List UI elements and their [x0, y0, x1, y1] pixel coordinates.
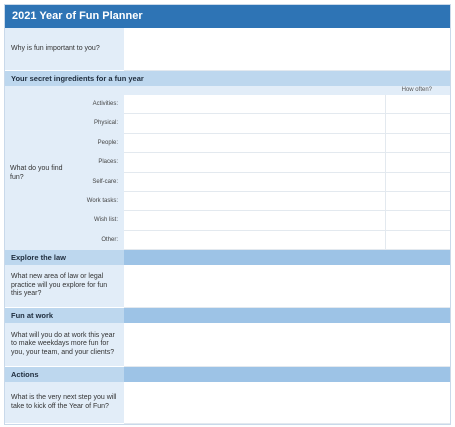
explore-field[interactable] [124, 265, 450, 308]
category-how-often-field[interactable] [385, 211, 450, 230]
category-label: Other: [101, 236, 118, 243]
ingredients-heading-bar [5, 71, 450, 86]
category-how-often-field[interactable] [385, 173, 450, 192]
category-how-often-field[interactable] [385, 231, 450, 250]
category-how-often-field[interactable] [385, 114, 450, 133]
actions-heading: Actions [5, 367, 124, 382]
why-fun-field[interactable] [124, 28, 450, 71]
category-label: People: [97, 139, 118, 146]
category-label: Wish list: [94, 217, 118, 224]
category-field[interactable] [124, 211, 385, 230]
category-how-often-field[interactable] [385, 134, 450, 153]
category-field[interactable] [124, 173, 385, 192]
explore-heading: Explore the law [5, 250, 124, 265]
category-field[interactable] [124, 231, 385, 250]
fun-ingredients-block [5, 95, 450, 250]
category-field[interactable] [124, 114, 385, 133]
category-label: Places: [98, 159, 118, 166]
category-label: Work tasks: [86, 198, 118, 204]
planner-sheet [4, 4, 451, 425]
category-how-often-field[interactable] [385, 95, 450, 114]
how-often-row [5, 86, 450, 95]
work-row [5, 323, 450, 367]
actions-row [5, 382, 450, 424]
category-label: Activities: [92, 101, 118, 107]
explore-heading-bar [5, 250, 450, 265]
category-field[interactable] [124, 192, 385, 211]
explore-question: What new area of law or legal practice will you explore for fun this year? [5, 265, 124, 308]
work-heading: Fun at work [5, 308, 124, 323]
explore-row [5, 265, 450, 308]
ingredients-heading: Your secret ingredients for a fun year [5, 71, 450, 86]
category-field[interactable] [124, 134, 385, 153]
planner-title: 2021 Year of Fun Planner [5, 5, 450, 28]
actions-question: What is the very next step you will take to kick off the Year of Fun? [5, 382, 124, 424]
actions-heading-bar [5, 367, 450, 382]
work-field[interactable] [124, 323, 450, 367]
category-how-often-field[interactable] [385, 192, 450, 211]
category-how-often-field[interactable] [385, 153, 450, 172]
why-fun-row [5, 28, 450, 71]
category-field[interactable] [124, 153, 385, 172]
work-heading-bar [5, 308, 450, 323]
find-fun-label: What do you find fun? [10, 165, 63, 181]
category-field[interactable] [124, 95, 385, 114]
work-question: What will you do at work this year to make weekdays more fun for you, your team, and your clients? [5, 323, 124, 367]
category-label: Self-care: [92, 178, 118, 185]
how-often-label: How often? [401, 87, 432, 93]
actions-field[interactable] [124, 382, 450, 424]
category-label: Physical: [93, 120, 118, 127]
why-fun-label: Why is fun important to you? [5, 28, 124, 71]
